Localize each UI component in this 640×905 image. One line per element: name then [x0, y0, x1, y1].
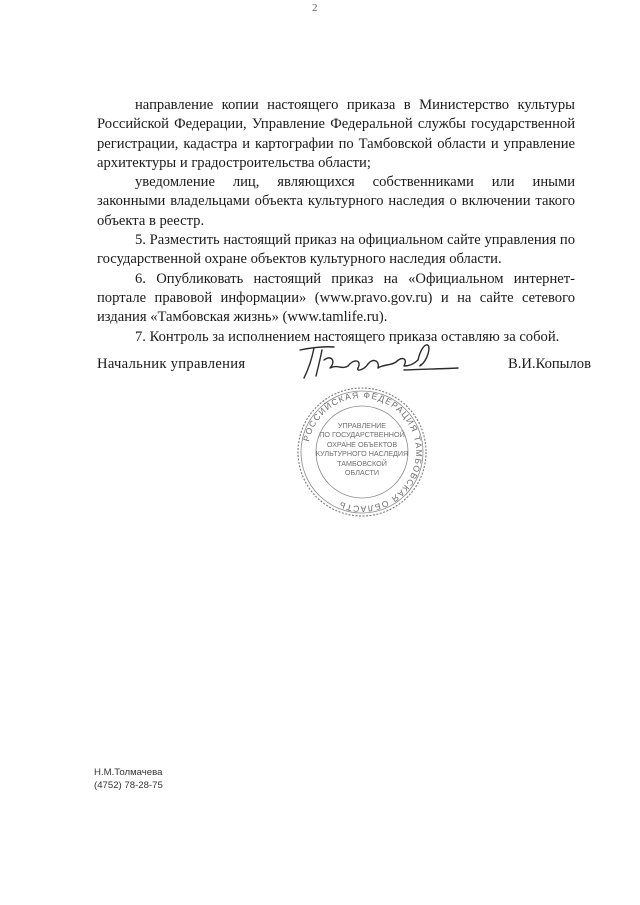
- stamp-center-text: [314, 421, 410, 477]
- paragraph-owner-notice: уведомление лиц, являющихся собственниками или иными законными владельцами объекта культурного наследия о включении такого объекта в реестр.: [97, 174, 575, 229]
- stamp-line: ОБЛАСТИ: [344, 468, 380, 478]
- order-text: [97, 96, 575, 347]
- page-number: 2: [312, 2, 318, 14]
- stamp-line: УПРАВЛЕНИЕ: [337, 421, 387, 430]
- handwritten-signature: [292, 336, 462, 384]
- paragraph-item-6: 6. Опубликовать настоящий приказ на «Официальном интернет-портале правовой информации» (www.pravo.gov.ru) и на сайте сетевого издания «Тамбовская жизнь» (www.tamlife.ru).: [97, 270, 575, 326]
- executor-contact: [94, 767, 163, 792]
- stamp-line: ПО ГОСУДАРСТВЕННОЙ: [319, 430, 405, 440]
- executor-phone: (4752) 78-28-75: [94, 779, 163, 791]
- paragraph-item-7: 7. Контроль за исполнением настоящего приказа оставляю за собой.: [135, 328, 560, 345]
- paragraph-ministry-copy: направление копии настоящего приказа в Министерство культуры Российской Федерации, Управление Федеральной службы государственной регистрации, кадастра и картографии по Тамбовской области и управление архитектуры и градостроительства области;: [97, 97, 575, 171]
- svg-text:РОССИЙСКАЯ ФЕДЕРАЦИЯ ТАМБОВСКА: РОССИЙСКАЯ ФЕДЕРАЦИЯ ТАМБОВСКАЯ ОБЛАСТЬ: [301, 389, 425, 515]
- signer-position: Начальник управления: [97, 356, 246, 372]
- stamp-line: КУЛЬТУРНОГО НАСЛЕДИЯ: [315, 449, 409, 459]
- paragraph-item-5: 5. Разместить настоящий приказ на официальном сайте управления по государственной охране объектов культурного наследия области.: [97, 232, 575, 268]
- stamp-line: ТАМБОВСКОЙ: [337, 458, 387, 468]
- executor-name: Н.М.Толмачева: [94, 767, 163, 778]
- signer-name: В.И.Копылов: [508, 356, 591, 372]
- stamp-line: ОХРАНЕ ОБЪЕКТОВ: [326, 439, 398, 449]
